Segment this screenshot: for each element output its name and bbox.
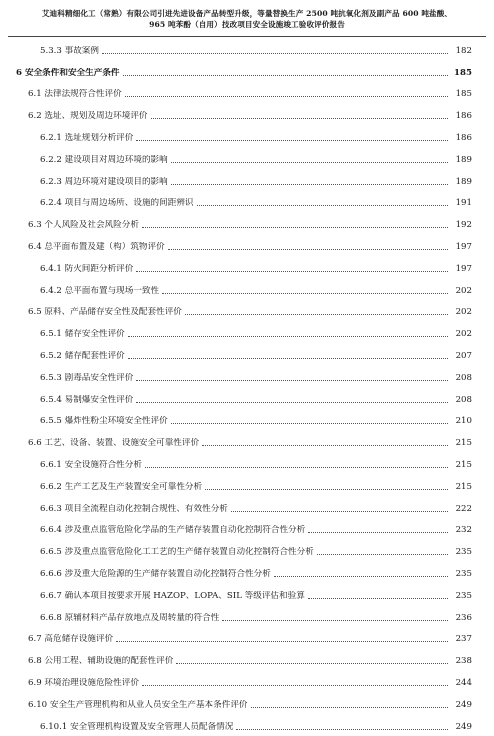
toc-entry-title: 6.6.7 确认本项目按要求开展 HAZOP、LOPA、SIL 等级评估和验算 (40, 590, 305, 601)
dot-leader (151, 118, 448, 119)
dot-leader (185, 314, 448, 315)
toc-entry-title: 6.8 公用工程、辅助设施的配套性评价 (28, 656, 174, 667)
toc-entry-page-number: 192 (455, 220, 472, 231)
toc-entry-title: 6.6.3 项目全流程自动化控制合规性、有效性分析 (40, 503, 228, 514)
dot-leader (231, 511, 448, 512)
dot-leader (142, 227, 448, 228)
dot-leader (197, 205, 448, 206)
toc-entry-title: 6.6.1 安全设施符合性分析 (40, 459, 142, 470)
toc-entry[interactable] (0, 539, 494, 561)
dot-leader (171, 423, 448, 424)
toc-entry-title: 6.2.4 项目与周边场所、设施的间距辨识 (40, 198, 194, 209)
toc-entry[interactable] (0, 125, 494, 147)
toc-entry-page-number: 210 (455, 416, 472, 427)
toc-entry-page-number: 208 (455, 372, 472, 383)
toc-entry[interactable] (0, 409, 494, 431)
toc-entry[interactable] (0, 430, 494, 452)
toc-entry-page-number: 215 (455, 459, 472, 470)
toc-entry[interactable] (0, 583, 494, 605)
toc-entry[interactable] (0, 561, 494, 583)
toc-entry-title: 6.6.5 涉及重点监管危险化工工艺的生产储存装置自动化控制符合性分析 (40, 547, 314, 558)
toc-entry-title: 6.5.1 储存安全性评价 (40, 329, 125, 340)
toc-entry-page-number: 235 (455, 590, 472, 601)
toc-entry-title: 6.10.1 安全管理机构设置及安全管理人员配备情况 (40, 721, 234, 732)
toc-entry-title: 6.6.8 原辅材料产品存放地点及周转量的符合性 (40, 612, 220, 623)
dot-leader (136, 140, 448, 141)
toc-entry-title: 6.10 安全生产管理机构和从业人员安全生产基本条件评价 (28, 699, 248, 710)
toc-entry-title: 6.5.3 剧毒品安全性评价 (40, 372, 134, 383)
toc-entry[interactable] (0, 714, 494, 736)
toc-entry[interactable] (0, 300, 494, 322)
toc-entry[interactable] (0, 648, 494, 670)
toc-entry-title: 6.6.2 生产工艺及生产装置安全可靠性分析 (40, 481, 203, 492)
dot-leader (274, 576, 448, 577)
toc-entry[interactable] (0, 518, 494, 540)
toc-entry[interactable] (0, 278, 494, 300)
header-line-2: 965 吨苯酚（自用）技改项目安全设施竣工验收评价报告 (149, 20, 345, 29)
header-divider (8, 36, 486, 37)
dot-leader (308, 598, 448, 599)
dot-leader (128, 336, 448, 337)
toc-entry[interactable] (0, 387, 494, 409)
dot-leader (317, 554, 448, 555)
dot-leader (171, 162, 448, 163)
toc-entry[interactable] (0, 452, 494, 474)
toc-entry[interactable] (0, 212, 494, 234)
dot-leader (125, 96, 448, 97)
toc-entry[interactable] (0, 343, 494, 365)
toc-entry-title: 6.2.2 建设项目对周边环境的影响 (40, 154, 168, 165)
dot-leader (116, 641, 448, 642)
toc-entry-title: 6.4 总平面布置及建（构）筑物评价 (28, 241, 165, 252)
toc-entry-page-number: 185 (455, 89, 472, 100)
dot-leader (236, 729, 448, 730)
toc-entry-title: 6.3 个人风险及社会风险分析 (28, 220, 139, 231)
toc-entry-page-number: 238 (455, 656, 472, 667)
dot-leader (136, 271, 448, 272)
toc-entry-title: 6.4.2 总平面布置与现场一致性 (40, 285, 160, 296)
toc-entry[interactable] (0, 103, 494, 125)
toc-entry-title: 6.2.3 周边环境对建设项目的影响 (40, 176, 168, 187)
toc-entry[interactable] (0, 60, 494, 82)
dot-leader (102, 53, 448, 54)
toc-entry-page-number: 202 (455, 329, 472, 340)
toc-entry-page-number: 189 (455, 176, 472, 187)
dot-leader (168, 249, 448, 250)
dot-leader (205, 489, 448, 490)
toc-entry-page-number: 202 (455, 307, 472, 318)
dot-leader (142, 685, 448, 686)
dot-leader (128, 358, 448, 359)
toc-entry-page-number: 215 (455, 438, 472, 449)
toc-entry[interactable] (0, 692, 494, 714)
toc-entry-title: 6.5.2 储存配套性评价 (40, 350, 125, 361)
table-of-contents (0, 38, 494, 736)
toc-entry-page-number: 185 (454, 67, 472, 78)
dot-leader (136, 402, 448, 403)
toc-entry[interactable] (0, 82, 494, 104)
toc-entry[interactable] (0, 670, 494, 692)
toc-entry[interactable] (0, 256, 494, 278)
dot-leader (162, 293, 448, 294)
toc-entry-title: 6.4.1 防火间距分析评价 (40, 263, 134, 274)
toc-entry-title: 6.7 高危储存设施评价 (28, 634, 114, 645)
toc-entry-page-number: 186 (455, 132, 472, 143)
toc-entry-page-number: 249 (455, 721, 472, 732)
toc-entry[interactable] (0, 605, 494, 627)
toc-entry-title: 6 安全条件和安全生产条件 (16, 67, 120, 78)
dot-leader (251, 707, 448, 708)
toc-entry-title: 6.6.6 涉及重大危险源的生产储存装置自动化控制符合性分析 (40, 568, 271, 579)
toc-entry[interactable] (0, 169, 494, 191)
toc-entry-page-number: 189 (455, 154, 472, 165)
toc-entry[interactable] (0, 38, 494, 60)
toc-entry-page-number: 249 (455, 699, 472, 710)
header-line-1: 艾迪科精细化工（常熟）有限公司引进先进设备产品转型升级，等量替换生产 2500 吨抗氧化剂及副产品 600 吨盐酸、 (41, 9, 453, 18)
dot-leader (171, 184, 448, 185)
toc-entry[interactable] (0, 321, 494, 343)
toc-entry[interactable] (0, 147, 494, 169)
toc-entry-page-number: 208 (455, 394, 472, 405)
toc-entry-title: 6.2 选址、规划及周边环境评价 (28, 111, 148, 122)
toc-entry-title: 6.9 环境治理设施危险性评价 (28, 677, 139, 688)
toc-entry-page-number: 235 (455, 568, 472, 579)
toc-entry-page-number: 197 (455, 241, 472, 252)
toc-entry-title: 6.6 工艺、设备、装置、设施安全可靠性评价 (28, 438, 200, 449)
toc-entry-page-number: 182 (455, 45, 472, 56)
dot-leader (222, 620, 448, 621)
toc-entry[interactable] (0, 496, 494, 518)
toc-entry-page-number: 207 (455, 350, 472, 361)
toc-entry-page-number: 237 (455, 634, 472, 645)
toc-entry-title: 6.6.4 涉及重点监管危险化学品的生产储存装置自动化控制符合性分析 (40, 525, 306, 536)
dot-leader (145, 467, 448, 468)
toc-entry-page-number: 244 (455, 677, 472, 688)
toc-entry-page-number: 235 (455, 547, 472, 558)
toc-entry-title: 6.5.5 爆炸性粉尘环境安全性评价 (40, 416, 168, 427)
toc-entry[interactable] (0, 474, 494, 496)
toc-entry[interactable] (0, 365, 494, 387)
toc-entry-page-number: 236 (455, 612, 472, 623)
dot-leader (136, 380, 448, 381)
toc-entry[interactable] (0, 627, 494, 649)
page-header (4, 8, 490, 30)
toc-entry-page-number: 191 (455, 198, 472, 209)
dot-leader (202, 445, 448, 446)
toc-entry-title: 6.5.4 易制爆安全性评价 (40, 394, 134, 405)
toc-entry-title: 6.5 原料、产品储存安全性及配套性评价 (28, 307, 182, 318)
toc-entry-page-number: 215 (455, 481, 472, 492)
toc-entry-page-number: 232 (455, 525, 472, 536)
dot-leader (176, 663, 448, 664)
toc-entry-page-number: 197 (455, 263, 472, 274)
toc-entry-page-number: 202 (455, 285, 472, 296)
toc-entry-title: 6.1 法律法规符合性评价 (28, 89, 122, 100)
toc-entry[interactable] (0, 234, 494, 256)
dot-leader (123, 75, 448, 76)
dot-leader (308, 532, 448, 533)
toc-entry-page-number: 186 (455, 111, 472, 122)
toc-entry-title: 6.2.1 选址规划分析评价 (40, 132, 134, 143)
toc-entry-title: 5.3.3 事故案例 (40, 45, 99, 56)
toc-entry-page-number: 222 (455, 503, 472, 514)
toc-entry[interactable] (0, 191, 494, 213)
